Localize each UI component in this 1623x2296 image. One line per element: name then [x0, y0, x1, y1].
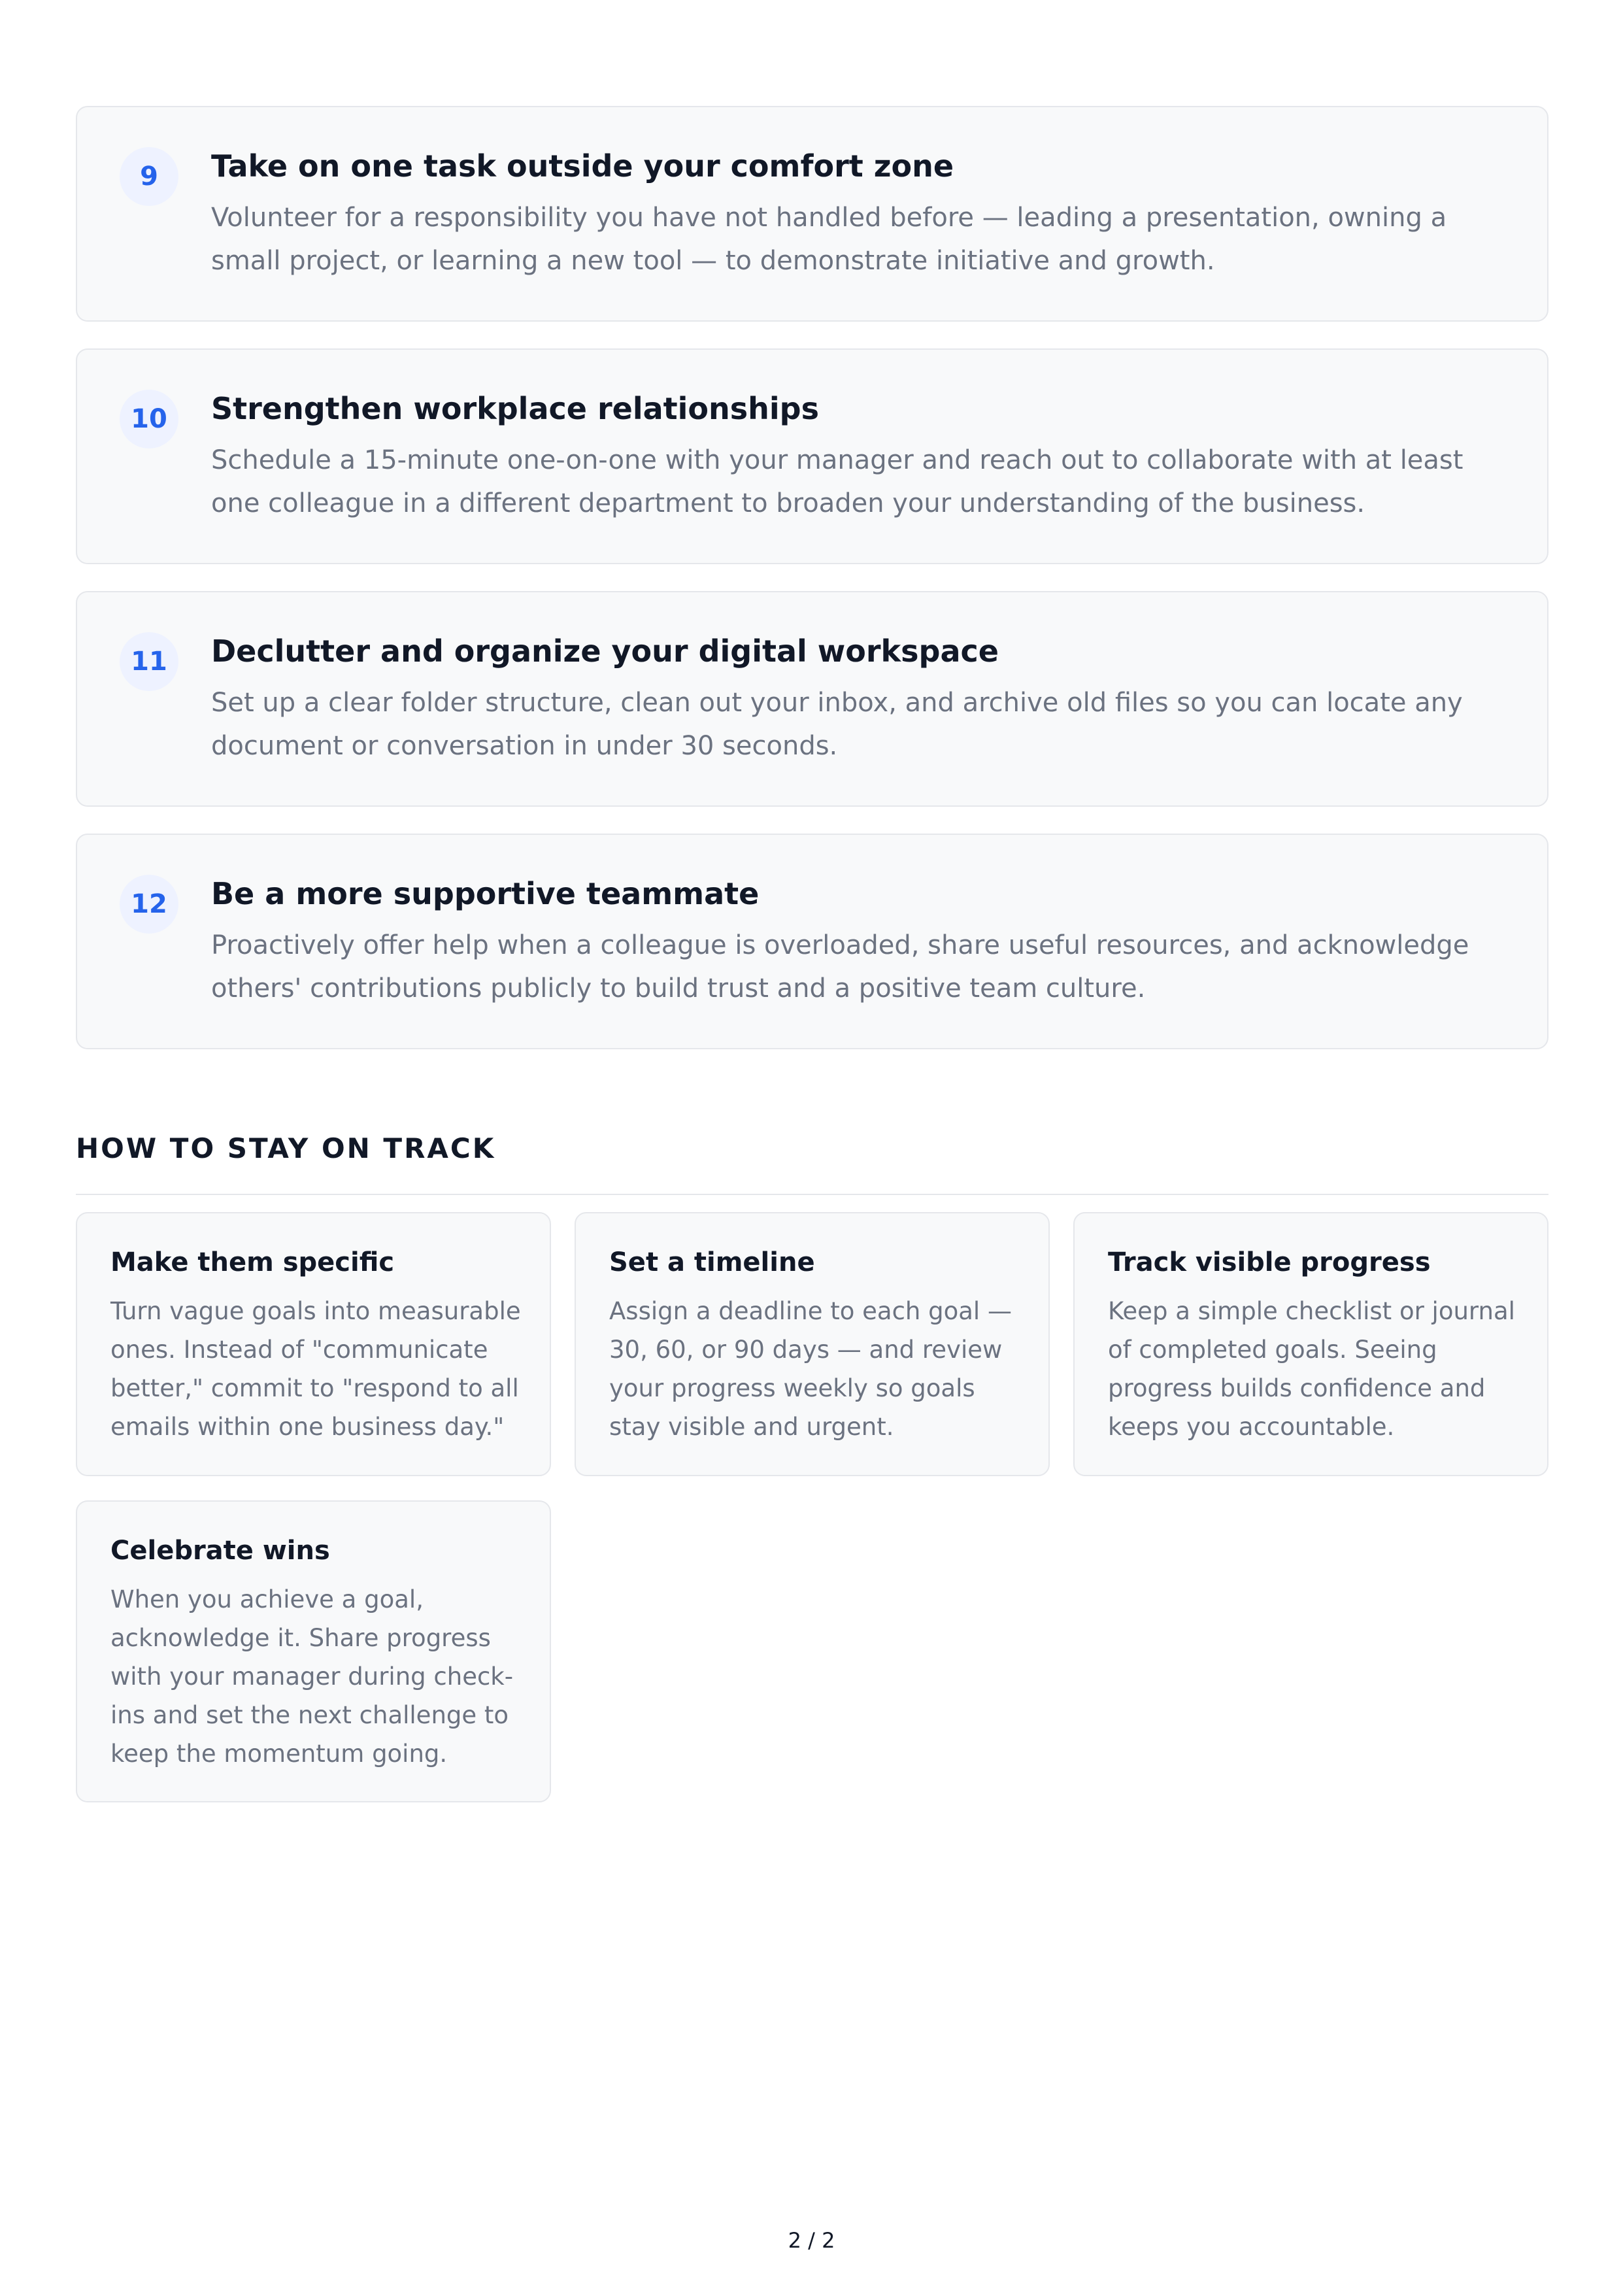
tip-card-track-visible-progress: [1073, 1212, 1548, 1476]
tip-title: Celebrate wins: [110, 1536, 330, 1566]
section-heading: HOW TO STAY ON TRACK: [76, 1132, 496, 1164]
tip-description: Assign a deadline to each goal — 30, 60, or 90 days — and review your progress weekly so goals stay visible and urgent.: [609, 1297, 1012, 1441]
tip-card-celebrate-wins: [76, 1500, 551, 1802]
goal-card-10: [76, 348, 1548, 564]
goal-title: Be a more supportive teammate: [211, 876, 760, 911]
tip-description: When you achieve a goal, acknowledge it. Share progress with your manager during check-ins and set the next challenge to keep the momentum going.: [110, 1585, 514, 1768]
goal-description: Proactively offer help when a colleague is overloaded, share useful resources, and acknowledge others' contributions publicly to build trust and a positive team culture.: [211, 930, 1469, 1004]
tip-description: Keep a simple checklist or journal of completed goals. Seeing progress builds confidence and keeps you accountable.: [1108, 1297, 1515, 1441]
goal-number-badge: 11: [120, 632, 178, 691]
goal-number-badge: 9: [120, 147, 178, 206]
goal-description: Set up a clear folder structure, clean out your inbox, and archive old files so you can locate any document or conversation in under 30 seconds.: [211, 688, 1463, 761]
goal-description: Schedule a 15-minute one-on-one with your manager and reach out to collaborate with at least one colleague in a different department to broaden your understanding of the business.: [211, 445, 1464, 518]
goal-title: Take on one task outside your comfort zone: [211, 148, 954, 184]
goal-description: Volunteer for a responsibility you have not handled before — leading a presentation, owning a small project, or learning a new tool — to demonstrate initiative and growth.: [211, 203, 1447, 276]
tip-card-make-them-specific: [76, 1212, 551, 1476]
tip-title: Set a timeline: [609, 1247, 815, 1277]
goal-title: Strengthen workplace relationships: [211, 391, 819, 426]
page-indicator: 2 / 2: [788, 2228, 835, 2253]
goal-title: Declutter and organize your digital workspace: [211, 633, 999, 669]
tip-title: Make them specific: [110, 1247, 395, 1277]
goal-number-badge: 12: [120, 875, 178, 934]
tip-description: Turn vague goals into measurable ones. Instead of "communicate better," commit to "respond to all emails within one business day.": [110, 1297, 521, 1441]
goal-card-12: [76, 834, 1548, 1049]
goal-card-11: [76, 591, 1548, 807]
goals-list: [76, 106, 1548, 1076]
goal-number-badge: 10: [120, 390, 178, 448]
section-divider: [76, 1194, 1548, 1195]
tip-title: Track visible progress: [1108, 1247, 1431, 1277]
goal-card-9: [76, 106, 1548, 322]
tip-card-set-a-timeline: [575, 1212, 1050, 1476]
